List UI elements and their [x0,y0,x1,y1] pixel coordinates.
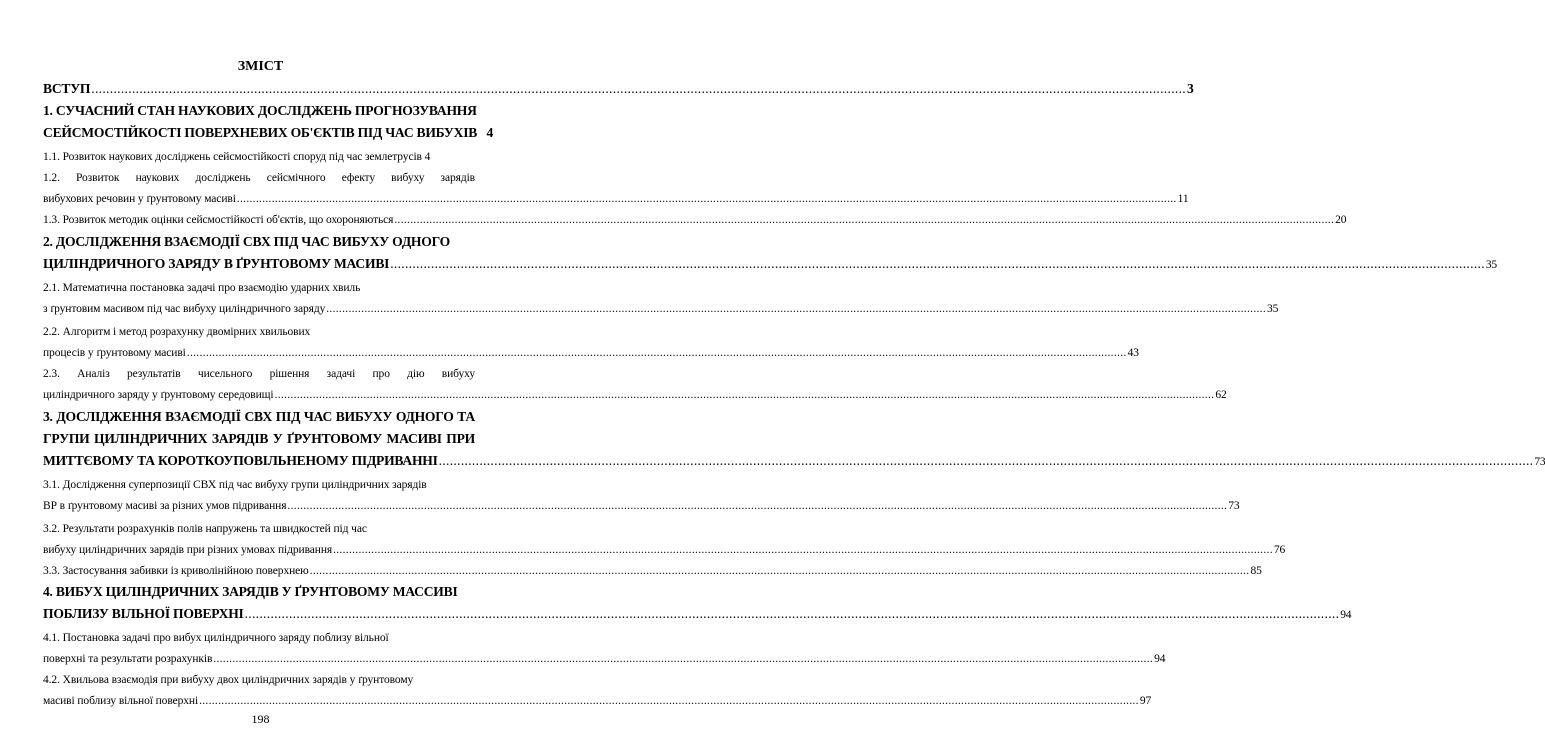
toc-entry-title: 1.3. Розвиток методик оцінки сейсмостійкості об'єктів, що охороняються [43,214,394,226]
toc-section-3-line2: ГРУПИ ЦИЛІНДРИЧНИХ ЗАРЯДІВ У ҐРУНТОВОМУ МАСИВІ ПРИ [43,431,475,446]
toc-entry-3-1-line1: 3.1. Дослідження суперпозиції СВХ під час вибуху групи циліндричних зарядів [43,479,427,491]
toc-entry-2-1-line2 [43,301,1279,317]
toc-entry-title: ВСТУП [43,81,91,96]
toc-entry-title: ВР в ґрунтовому масиві за різних умов підривання [43,500,287,512]
toc-section-2-line1: 2. ДОСЛІДЖЕННЯ ВЗАЄМОДІЇ СВХ ПІД ЧАС ВИБУХУ ОДНОГО [43,234,450,249]
toc-entry-page: 20 [1335,214,1347,226]
toc-section-3-line1: 3. ДОСЛІДЖЕННЯ ВЗАЄМОДІЇ СВХ ПІД ЧАС ВИБУХУ ОДНОГО ТА [43,409,475,424]
toc-section-2-line2 [43,256,1497,273]
toc-entry-title: вибухових речовин у ґрунтовому масиві [43,193,236,205]
toc-entry-intro [43,81,1194,97]
toc-entry-title: вибуху циліндричних зарядів при різних умовах підривання [43,544,333,556]
toc-entry-3-1-line2 [43,498,1240,514]
toc-entry-title: СЕЙСМОСТІЙКОСТІ ПОВЕРХНЕВИХ ОБ'ЄКТІВ ПІД ЧАС ВИБУХІВ [43,125,478,140]
toc-entry-page: 3 [1187,81,1194,96]
toc-entry-title: МИТТЄВОМУ ТА КОРОТКОУПОВІЛЬНЕНОМУ ПІДРИВАННІ [43,453,438,468]
toc-entry-page: 4 [424,151,431,163]
toc-entry-title: процесів у ґрунтовому масиві [43,347,186,359]
toc-entry-title: 1.1. Розвиток наукових досліджень сейсмостійкості споруд під час землетрусів [43,151,422,163]
toc-entry-title: ЦИЛІНДРИЧНОГО ЗАРЯДУ В ҐРУНТОВОМУ МАСИВІ [43,256,390,271]
toc-entry-3-3 [43,563,1262,579]
toc-entry-page: 97 [1139,695,1152,707]
toc-entry-page: 85 [1250,565,1262,577]
toc-entry-4-2-line2 [43,693,1152,709]
toc-entry-4-2-line1: 4.2. Хвильова взаємодія при вибуху двох циліндричних зарядів у ґрунтовому [43,674,414,686]
toc-section-4-line1: 4. ВИБУХ ЦИЛІНДРИЧНИХ ЗАРЯДІВ У ҐРУНТОВОМУ МАССИВІ [43,584,458,599]
toc-section-1-line2 [43,125,494,141]
toc-entry-title: поверхні та результати розрахунків [43,653,213,665]
toc-entry-title: циліндричного заряду у ґрунтовому середовищі [43,389,274,401]
toc-entry-2-1-line1: 2.1. Математична постановка задачі про взаємодію ударних хвиль [43,282,361,294]
toc-entry-3-2-line2 [43,542,1286,558]
toc-entry-2-3-line2 [43,387,1227,403]
toc-entry-page: 43 [1127,347,1139,359]
toc-entry-page: 35 [1267,303,1279,315]
toc-entry-1-2-line1: 1.2. Розвиток наукових досліджень сейсмічного ефекту вибуху зарядів [43,172,475,184]
toc-entry-page: 62 [1215,389,1227,401]
toc-entry-1-3 [43,212,1347,228]
toc-entry-4-1-line1: 4.1. Постановка задачі про вибух циліндричного заряду поблизу вільної [43,632,389,644]
toc-entry-title: масиві поблизу вільної поверхні [43,695,199,707]
toc-entry-page: 73 [1534,456,1545,468]
toc-entry-page: 73 [1228,500,1240,512]
toc-entry-page: 94 [1340,609,1352,621]
toc-entry-1-1 [43,149,475,165]
toc-entry-4-1-line2 [43,651,1166,667]
page-title: ЗМІСТ [237,59,284,74]
toc-section-3-line3 [43,453,1545,470]
toc-entry-2-2-line2 [43,345,1139,361]
toc-section-1-line1: 1. СУЧАСНИЙ СТАН НАУКОВИХ ДОСЛІДЖЕНЬ ПРОГНОЗУВАННЯ [43,103,477,118]
toc-section-4-line2 [43,606,1352,623]
toc-entry-page: 94 [1154,653,1166,665]
toc-entry-2-3-line1: 2.3. Аналіз результатів чисельного рішення задачі про дію вибуху [43,368,475,380]
toc-entry-page: 76 [1273,544,1286,556]
toc-entry-title: 3.3. Застосування забивки із криволінійною поверхнею [43,565,309,577]
toc-entry-2-2-line1: 2.2. Алгоритм і метод розрахунку двомірних хвильових [43,326,311,338]
toc-entry-page: 4 [486,125,494,140]
toc-entry-1-2-line2 [43,191,1189,207]
toc-entry-title: ПОБЛИЗУ ВІЛЬНОЇ ПОВЕРХНІ [43,606,244,621]
toc-entry-page: 11 [1177,193,1189,205]
toc-entry-3-2-line1: 3.2. Результати розрахунків полів напружень та швидкостей під час [43,523,367,535]
toc-entry-page: 35 [1485,259,1497,271]
page-number: 198 [251,712,270,726]
toc-entry-title: з ґрунтовим масивом під час вибуху циліндричного заряду [43,303,326,315]
